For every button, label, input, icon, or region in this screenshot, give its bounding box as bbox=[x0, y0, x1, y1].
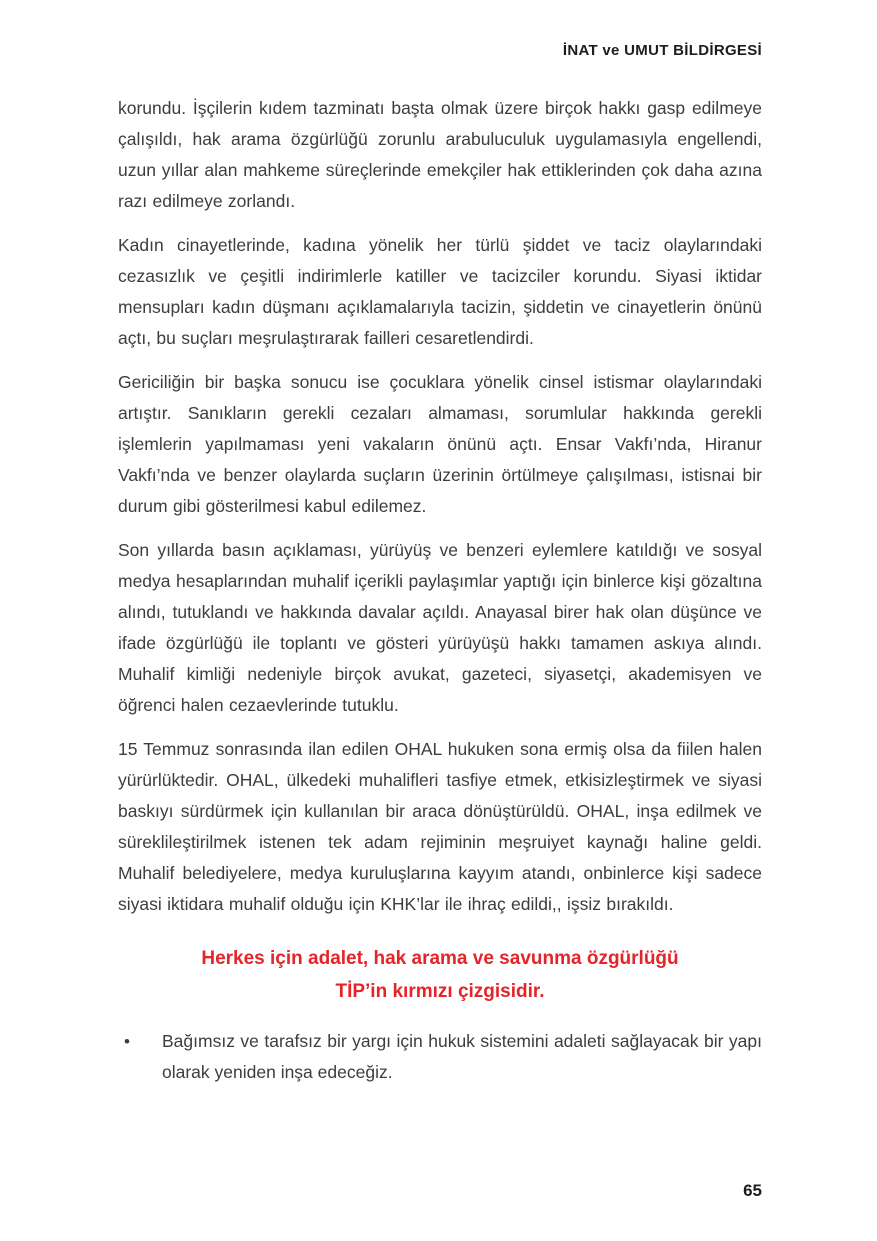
page-number: 65 bbox=[743, 1181, 762, 1200]
paragraph: Kadın cinayetlerinde, kadına yönelik her türlü şiddet ve taciz olaylarındaki cezasızlık ve çeşitli indirimlerle katiller ve tacizciler korundu. Siyasi iktidar mensupları kadın düşmanı açıklamalarıyla tacizin, şiddetin ve cinayetlerin önünü açtı, bu suçları meşrulaştırarak failleri cesaretlendirdi. bbox=[118, 235, 762, 348]
bullet-marker: • bbox=[124, 1032, 130, 1051]
bullet-list bbox=[118, 1026, 762, 1088]
page-content bbox=[118, 42, 762, 1088]
highlight-heading-line2: TİP’in kırmızı çizgisidir. bbox=[335, 981, 545, 1002]
body-text bbox=[118, 93, 762, 920]
paragraph: 15 Temmuz sonrasında ilan edilen OHAL hukuken sona ermiş olsa da fiilen halen yürürlüktedir. OHAL, ülkedeki muhalifleri tasfiye etmek, etkisizleştirmek ve siyasi baskıyı sürdürmek için kullanılan bir araca dönüştürüldü. OHAL, inşa edilmek ve süreklileştirilmek istenen tek adam rejiminin meşruiyet kaynağı haline geldi. Muhalif belediyelere, medya kuruluşlarına kayyım atandı, onbinlerce kişi sadece siyasi iktidara muhalif olduğu için KHK’lar ile ihraç edildi,, işsiz bırakıldı. bbox=[118, 739, 762, 914]
list-item bbox=[118, 1026, 762, 1088]
paragraph: Gericiliğin bir başka sonucu ise çocuklara yönelik cinsel istismar olaylarındaki artıştır. Sanıkların gerekli cezaları almaması, sorumlular hakkında gerekli işlemlerin yapılmaması yeni vakaların önünü açtı. Ensar Vakfı’nda, Hiranur Vakfı’nda ve benzer olaylarda suçların üzerinin örtülmeye çalışılması, istisnai bir durum gibi gösterilmesi kabul edilemez. bbox=[118, 372, 762, 516]
paragraph: korundu. İşçilerin kıdem tazminatı başta olmak üzere birçok hakkı gasp edilmeye çalışıldı, hak arama özgürlüğü zorunlu arabuluculuk uygulamasıyla engellendi, uzun yıllar alan mahkeme süreçlerinde emekçiler hak ettiklerinden çok daha azına razı edilmeye zorlandı. bbox=[118, 98, 762, 211]
highlight-heading bbox=[118, 942, 762, 1008]
paragraph: Son yıllarda basın açıklaması, yürüyüş ve benzeri eylemlere katıldığı ve sosyal medya hesaplarından muhalif içerikli paylaşımlar yaptığı için binlerce kişi gözaltına alındı, tutuklandı ve hakkında davalar açıldı. Anayasal birer hak olan düşünce ve ifade özgürlüğü ile toplantı ve gösteri yürüyüşü hakkı tamamen askıya alındı. Muhalif kimliği nedeniyle birçok avukat, gazeteci, siyasetçi, akademisyen ve öğrenci halen cezaevlerinde tutuklu. bbox=[118, 540, 762, 715]
bullet-text: Bağımsız ve tarafsız bir yargı için hukuk sistemini adaleti sağlayacak bir yapı olarak yeniden inşa edeceğiz. bbox=[162, 1031, 762, 1082]
running-header: İNAT ve UMUT BİLDİRGESİ bbox=[562, 42, 762, 59]
highlight-heading-line1: Herkes için adalet, hak arama ve savunma özgürlüğü bbox=[201, 948, 679, 969]
